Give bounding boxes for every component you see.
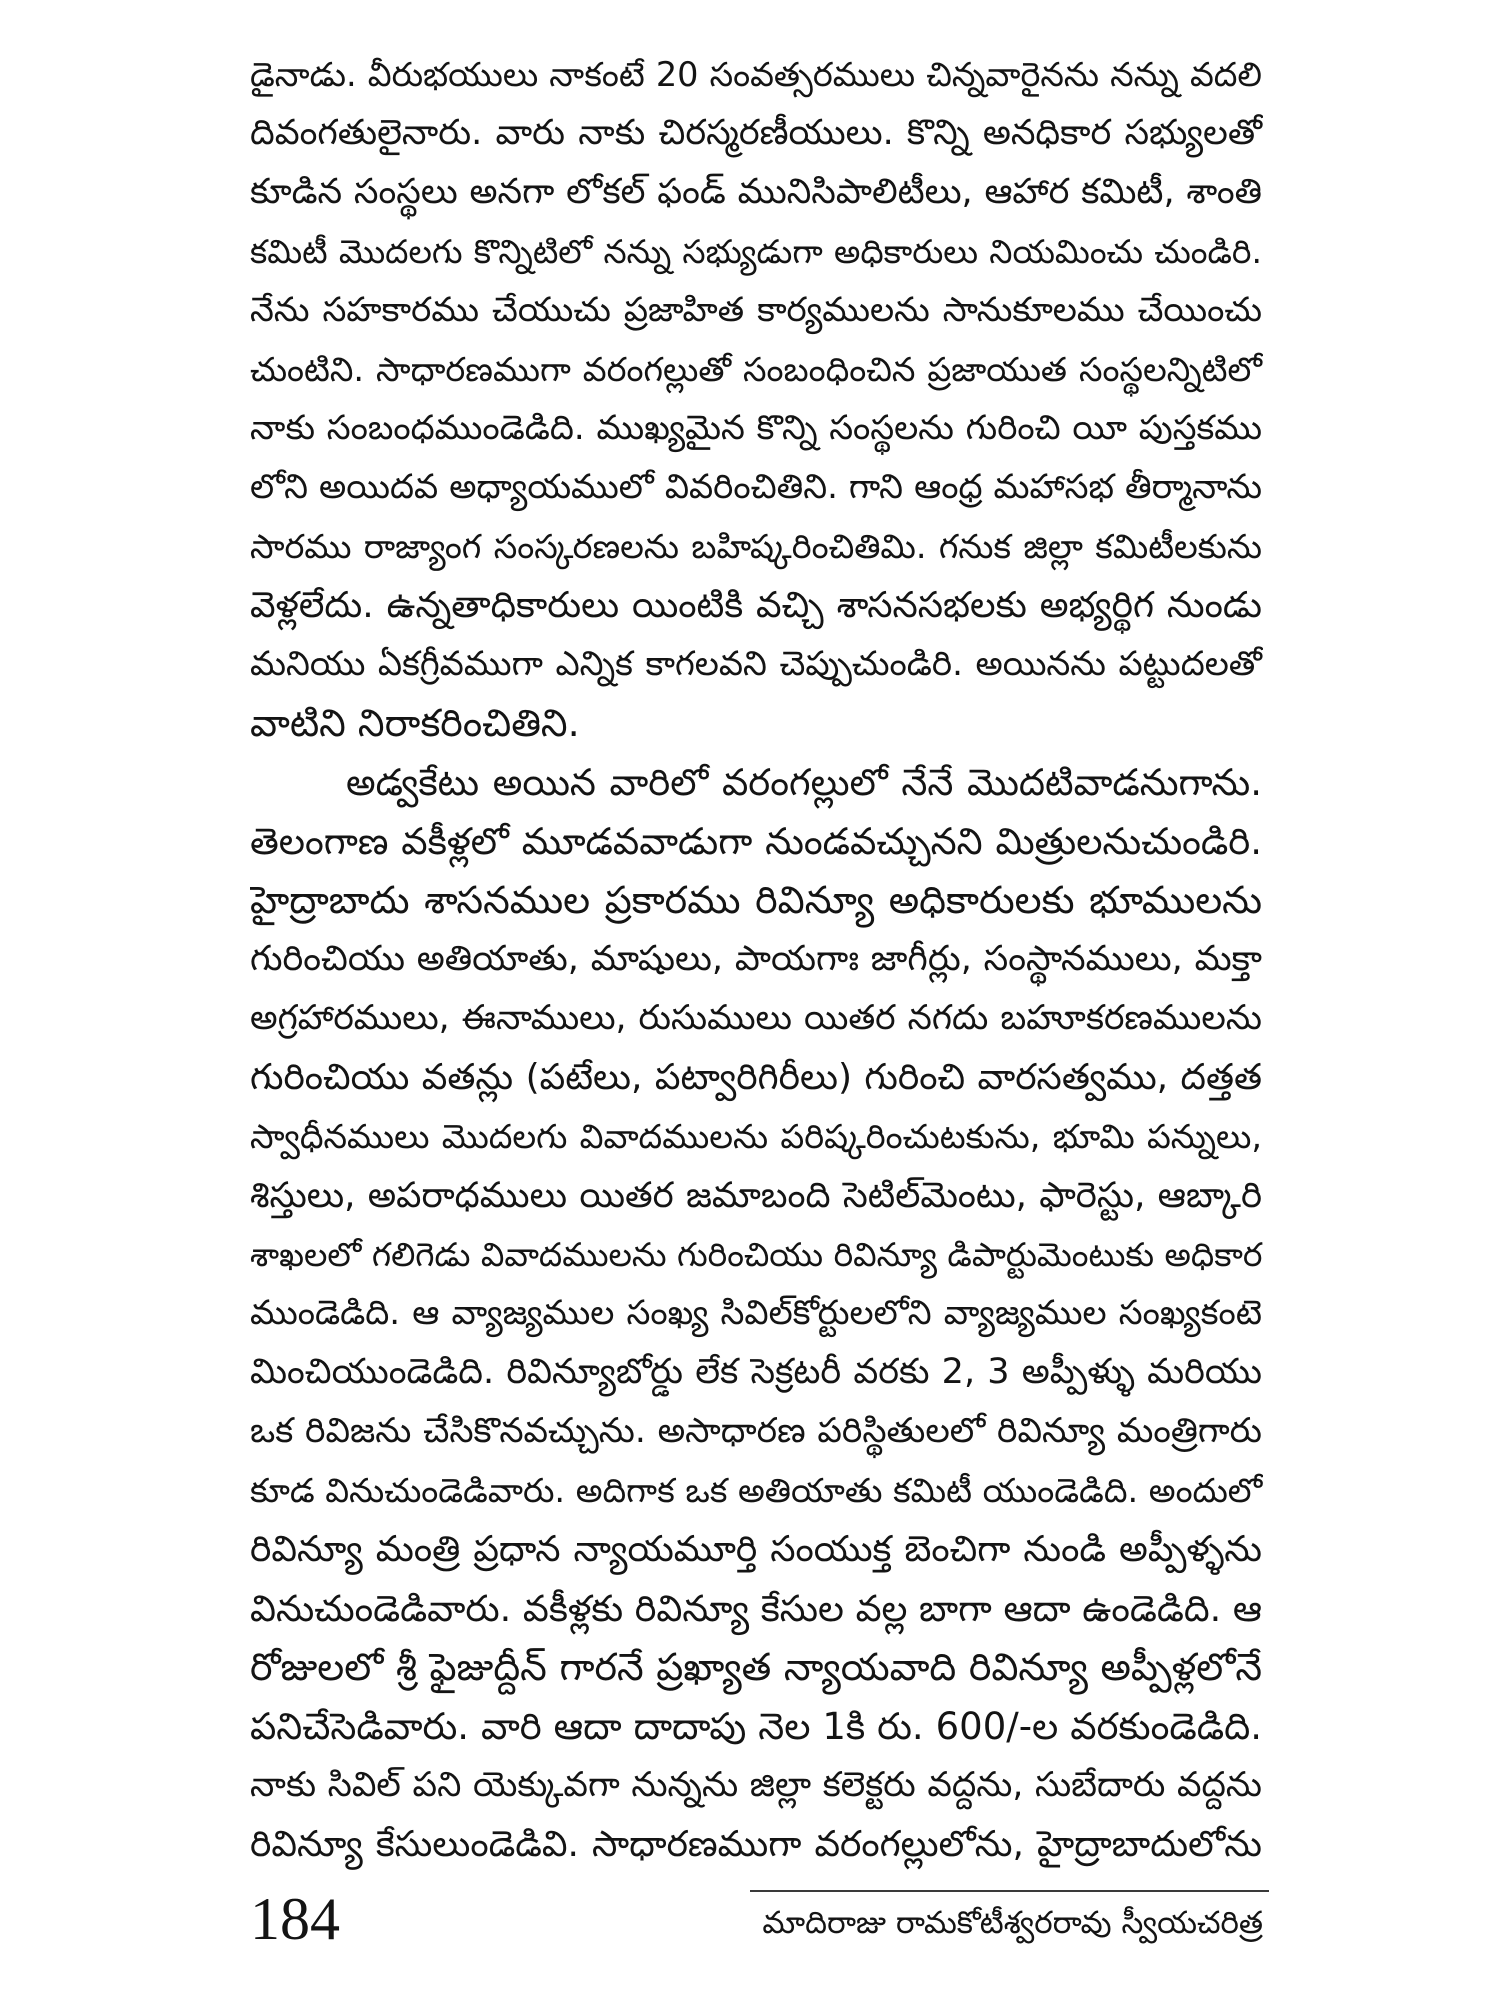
text-line: పనిచేసెడివారు. వారి ఆదా దాదాపు నెల 1కి రు. 600/-ల వరకుండెడిది. — [250, 1705, 1262, 1748]
text-line: రోజులలో శ్రీ ఫైజుద్దీన్ గారనే ప్రఖ్యాత న్యాయవాది రివిన్యూ అప్పీళ్లలోనే — [250, 1645, 1262, 1689]
text-line: గురించియు అతియాతు, మాషులు, పాయగాః జాగీర్లు, సంస్థానములు, మక్తా — [250, 939, 1262, 979]
text-line: కూడిన సంస్థలు అనగా లోకల్ ఫండ్ మునిసిపాలిటీలు, ఆహార కమిటీ, శాంతి — [250, 172, 1262, 212]
text-line: చుంటిని. సాధారణముగా వరంగల్లుతో సంబంధించిన ప్రజాయుత సంస్థలన్నిటిలో — [250, 350, 1262, 389]
text-line: లోని అయిదవ అధ్యాయములో వివరించితిని. గాని ఆంధ్ర మహాసభ తీర్మానాను — [250, 467, 1262, 507]
text-line: శాఖలలో గలిగెడు వివాదములను గురించియు రివిన్యూ డిపార్టుమెంటుకు అధికార — [250, 1235, 1263, 1274]
text-line: కూడ వినుచుండెడివారు. అదిగాక ఒక అతియాతు కమిటీ యుండెడిది. అందులో — [250, 1471, 1263, 1510]
text-line: దివంగతులైనారు. వారు నాకు చిరస్మరణీయులు. కొన్ని అనధికార సభ్యులతో — [250, 113, 1262, 153]
text-line: స్వాధీనములు మొదలగు వివాదములను పరిష్కరించుటకును, భూమి పన్నులు, — [250, 1117, 1262, 1156]
paragraph-1 — [250, 45, 1263, 753]
text-line: వాటిని నిరాకరించితిని. — [250, 701, 580, 745]
text-line: నేను సహకారము చేయుచు ప్రజాహిత కార్యములను సానుకూలము చేయించు — [250, 290, 1262, 330]
text-line: రివిన్యూ మంత్రి ప్రధాన న్యాయమూర్తి సంయుక్త బెంచిగా నుండి అప్పీళ్ళను — [250, 1529, 1262, 1570]
footer-divider — [750, 1890, 1269, 1892]
page-number: 184 — [250, 1886, 340, 1952]
text-line: మించియుండెడిది. రివిన్యూబోర్డు లేక సెక్రటరీ వరకు 2, 3 అప్పీళ్ళు మరియు — [250, 1352, 1262, 1392]
text-line: నాకు సంబంధముండెడిది. ముఖ్యమైన కొన్ని సంస్థలను గురించి యీ పుస్తకము — [250, 408, 1262, 448]
text-line: అడ్వకేటు అయిన వారిలో వరంగల్లులో నేనే మొదటివాడనుగాను. — [346, 761, 1262, 804]
text-line: వెళ్లలేదు. ఉన్నతాధికారులు యింటికి వచ్చి శాసనసభలకు అభ్యర్థిగ నుండు — [250, 585, 1262, 626]
text-line: మనియు ఏకగ్రీవముగా ఎన్నిక కాగలవని చెప్పుచుండిరి. అయినను పట్టుదలతో — [250, 644, 1262, 684]
text-line: అగ్రహారములు, ఈనాములు, రుసుములు యితర నగదు బహూకరణములను — [250, 998, 1262, 1038]
text-line: నాకు సివిల్ పని యెక్కువగా నున్నను జిల్లా కలెక్టరు వద్దను, సుబేదారు వద్దను — [250, 1765, 1262, 1805]
paragraph-2 — [250, 753, 1263, 1874]
text-line: సారము రాజ్యాంగ సంస్కరణలను బహిష్కరించితిమి. గనుక జిల్లా కమిటీలకును — [250, 527, 1262, 566]
text-line: వినుచుండెడివారు. వకీళ్లకు రివిన్యూ కేసుల వల్ల బాగా ఆదా ఉండెడిది. ఆ — [250, 1587, 1262, 1630]
text-line: హైద్రాబాదు శాసనముల ప్రకారము రివిన్యూ అధికారులకు భూములను — [250, 878, 1262, 922]
text-line: గురించియు వతన్లు (పటేలు, పట్వారిగిరీలు) గురించి వారసత్వము, దత్తత — [250, 1057, 1262, 1098]
running-title: మాదిరాజు రామకోటీశ్వరరావు స్వీయచరిత్ర — [762, 1905, 1263, 1941]
text-line: తెలంగాణ వకీళ్లలో మూడవవాడుగా నుండవచ్చునని మిత్రులనుచుండిరి. — [250, 820, 1262, 863]
text-line: కమిటీ మొదలగు కొన్నిటిలో నన్ను సభ్యుడుగా అధికారులు నియమించు చుండిరి. — [250, 232, 1262, 271]
page-body — [250, 45, 1263, 1874]
text-line: రివిన్యూ కేసులుండెడివి. సాధారణముగా వరంగల్లులోను, హైద్రాబాదులోను — [250, 1824, 1262, 1865]
text-line: ముండెడిది. ఆ వ్యాజ్యముల సంఖ్య సివిల్‌కోర్టులలోని వ్యాజ్యముల సంఖ్యకంటె — [250, 1293, 1262, 1333]
text-line: శిస్తులు, అపరాధములు యితర జమాబంది సెటిల్‌మెంటు, ఫారెస్టు, ఆబ్కారి — [250, 1175, 1262, 1216]
text-line: ఒక రివిజను చేసికొనవచ్చును. అసాధారణ పరిస్థితులలో రివిన్యూ మంత్రిగారు — [250, 1411, 1262, 1451]
text-line: డైనాడు. వీరుభయులు నాకంటే 20 సంవత్సరములు చిన్నవారైనను నన్ను వదలి — [250, 55, 1262, 94]
